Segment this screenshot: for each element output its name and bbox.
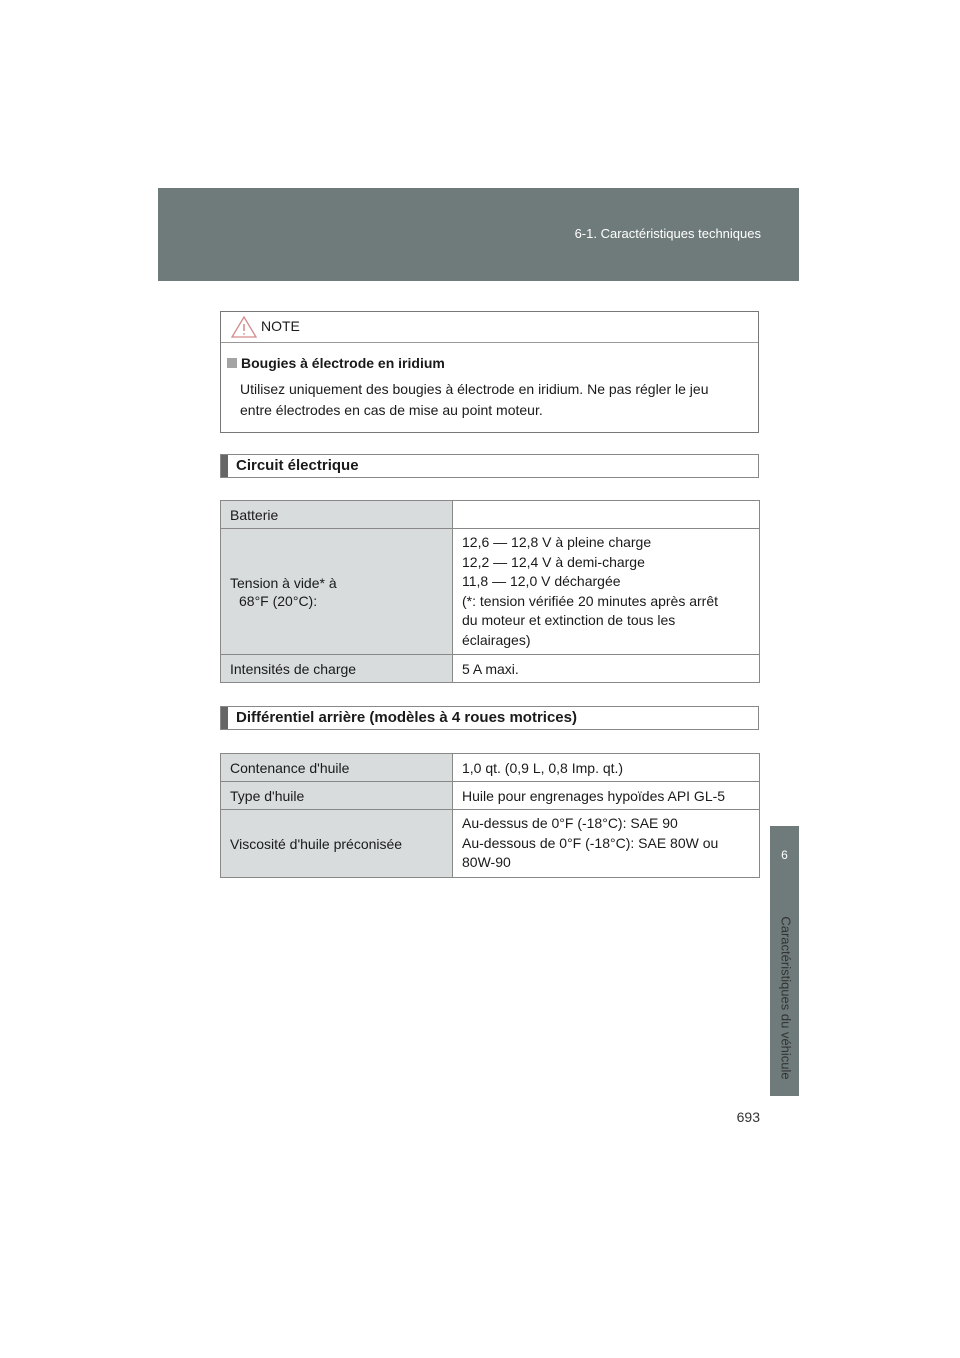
- section-title-electric: Circuit électrique: [236, 457, 359, 474]
- spec-value: 1,0 qt. (0,9 L, 0,8 Imp. qt.): [453, 754, 760, 782]
- table-row: [221, 529, 760, 655]
- note-body: [240, 379, 756, 421]
- spec-value-line: Au-dessus de 0°F (-18°C): SAE 90: [462, 815, 678, 832]
- spec-value-line: 11,8 — 12,0 V déchargée: [462, 573, 621, 589]
- note-box: [220, 311, 759, 433]
- differential-spec-table: [220, 753, 760, 878]
- spec-value-line: 12,6 — 12,8 V à pleine charge: [462, 534, 652, 550]
- header-band: [158, 188, 799, 281]
- note-item-title: Bougies à électrode en iridium: [241, 355, 445, 371]
- note-title: NOTE: [261, 318, 300, 334]
- chapter-number: 6: [781, 848, 788, 862]
- spec-label: Contenance d'huile: [221, 754, 453, 782]
- spec-label: [221, 529, 453, 655]
- note-line-2: entre électrodes en cas de mise au point moteur.: [240, 402, 543, 418]
- table-row: [221, 501, 760, 529]
- spec-value-empty: [453, 501, 760, 529]
- electric-spec-table: [220, 500, 760, 683]
- chapter-title: 6-1. Caractéristiques techniques: [574, 226, 761, 241]
- section-heading-electric: [220, 454, 759, 478]
- warning-icon: [230, 315, 258, 339]
- spec-label-line-1: Tension à vide* à: [230, 574, 337, 591]
- chapter-tab-text: Caractéristiques du véhicule: [778, 916, 794, 1080]
- spec-value-line: éclairages): [462, 631, 531, 648]
- spec-value-line: 80W-90: [462, 854, 511, 871]
- table-row: [221, 655, 760, 683]
- spec-value-line: 12,2 — 12,4 V à demi-charge: [462, 553, 645, 570]
- section-title-differential: Différentiel arrière (modèles à 4 roues motrices): [236, 709, 577, 726]
- section-heading-differential: [220, 706, 759, 730]
- section-accent: [221, 455, 228, 477]
- section-accent: [221, 707, 228, 729]
- spec-value-line: (*: tension vérifiée 20 minutes après arrêt: [462, 592, 719, 609]
- note-item-heading: [227, 355, 445, 371]
- spec-value: [453, 529, 760, 655]
- spec-value: 5 A maxi.: [453, 655, 760, 683]
- spec-label: Batterie: [221, 501, 453, 529]
- spec-value: [453, 810, 760, 878]
- table-row: [221, 754, 760, 782]
- table-row: [221, 810, 760, 878]
- note-line-1: Utilisez uniquement des bougies à électrode en iridium. Ne pas régler le jeu: [240, 381, 709, 397]
- spec-value: Huile pour engrenages hypoïdes API GL-5: [453, 782, 760, 810]
- spec-value-line: Au-dessous de 0°F (-18°C): SAE 80W ou: [462, 834, 719, 851]
- chapter-tab-label: [774, 904, 798, 1092]
- spec-label: Type d'huile: [221, 782, 453, 810]
- note-header: [221, 312, 758, 343]
- table-row: [221, 782, 760, 810]
- square-bullet-icon: [227, 358, 237, 368]
- page-number: 693: [736, 1109, 760, 1125]
- spec-label: Intensités de charge: [221, 655, 453, 683]
- spec-label: Viscosité d'huile préconisée: [221, 810, 453, 878]
- spec-value-line: du moteur et extinction de tous les: [462, 612, 676, 628]
- spec-label-line-2: 68°F (20°C):: [239, 592, 318, 609]
